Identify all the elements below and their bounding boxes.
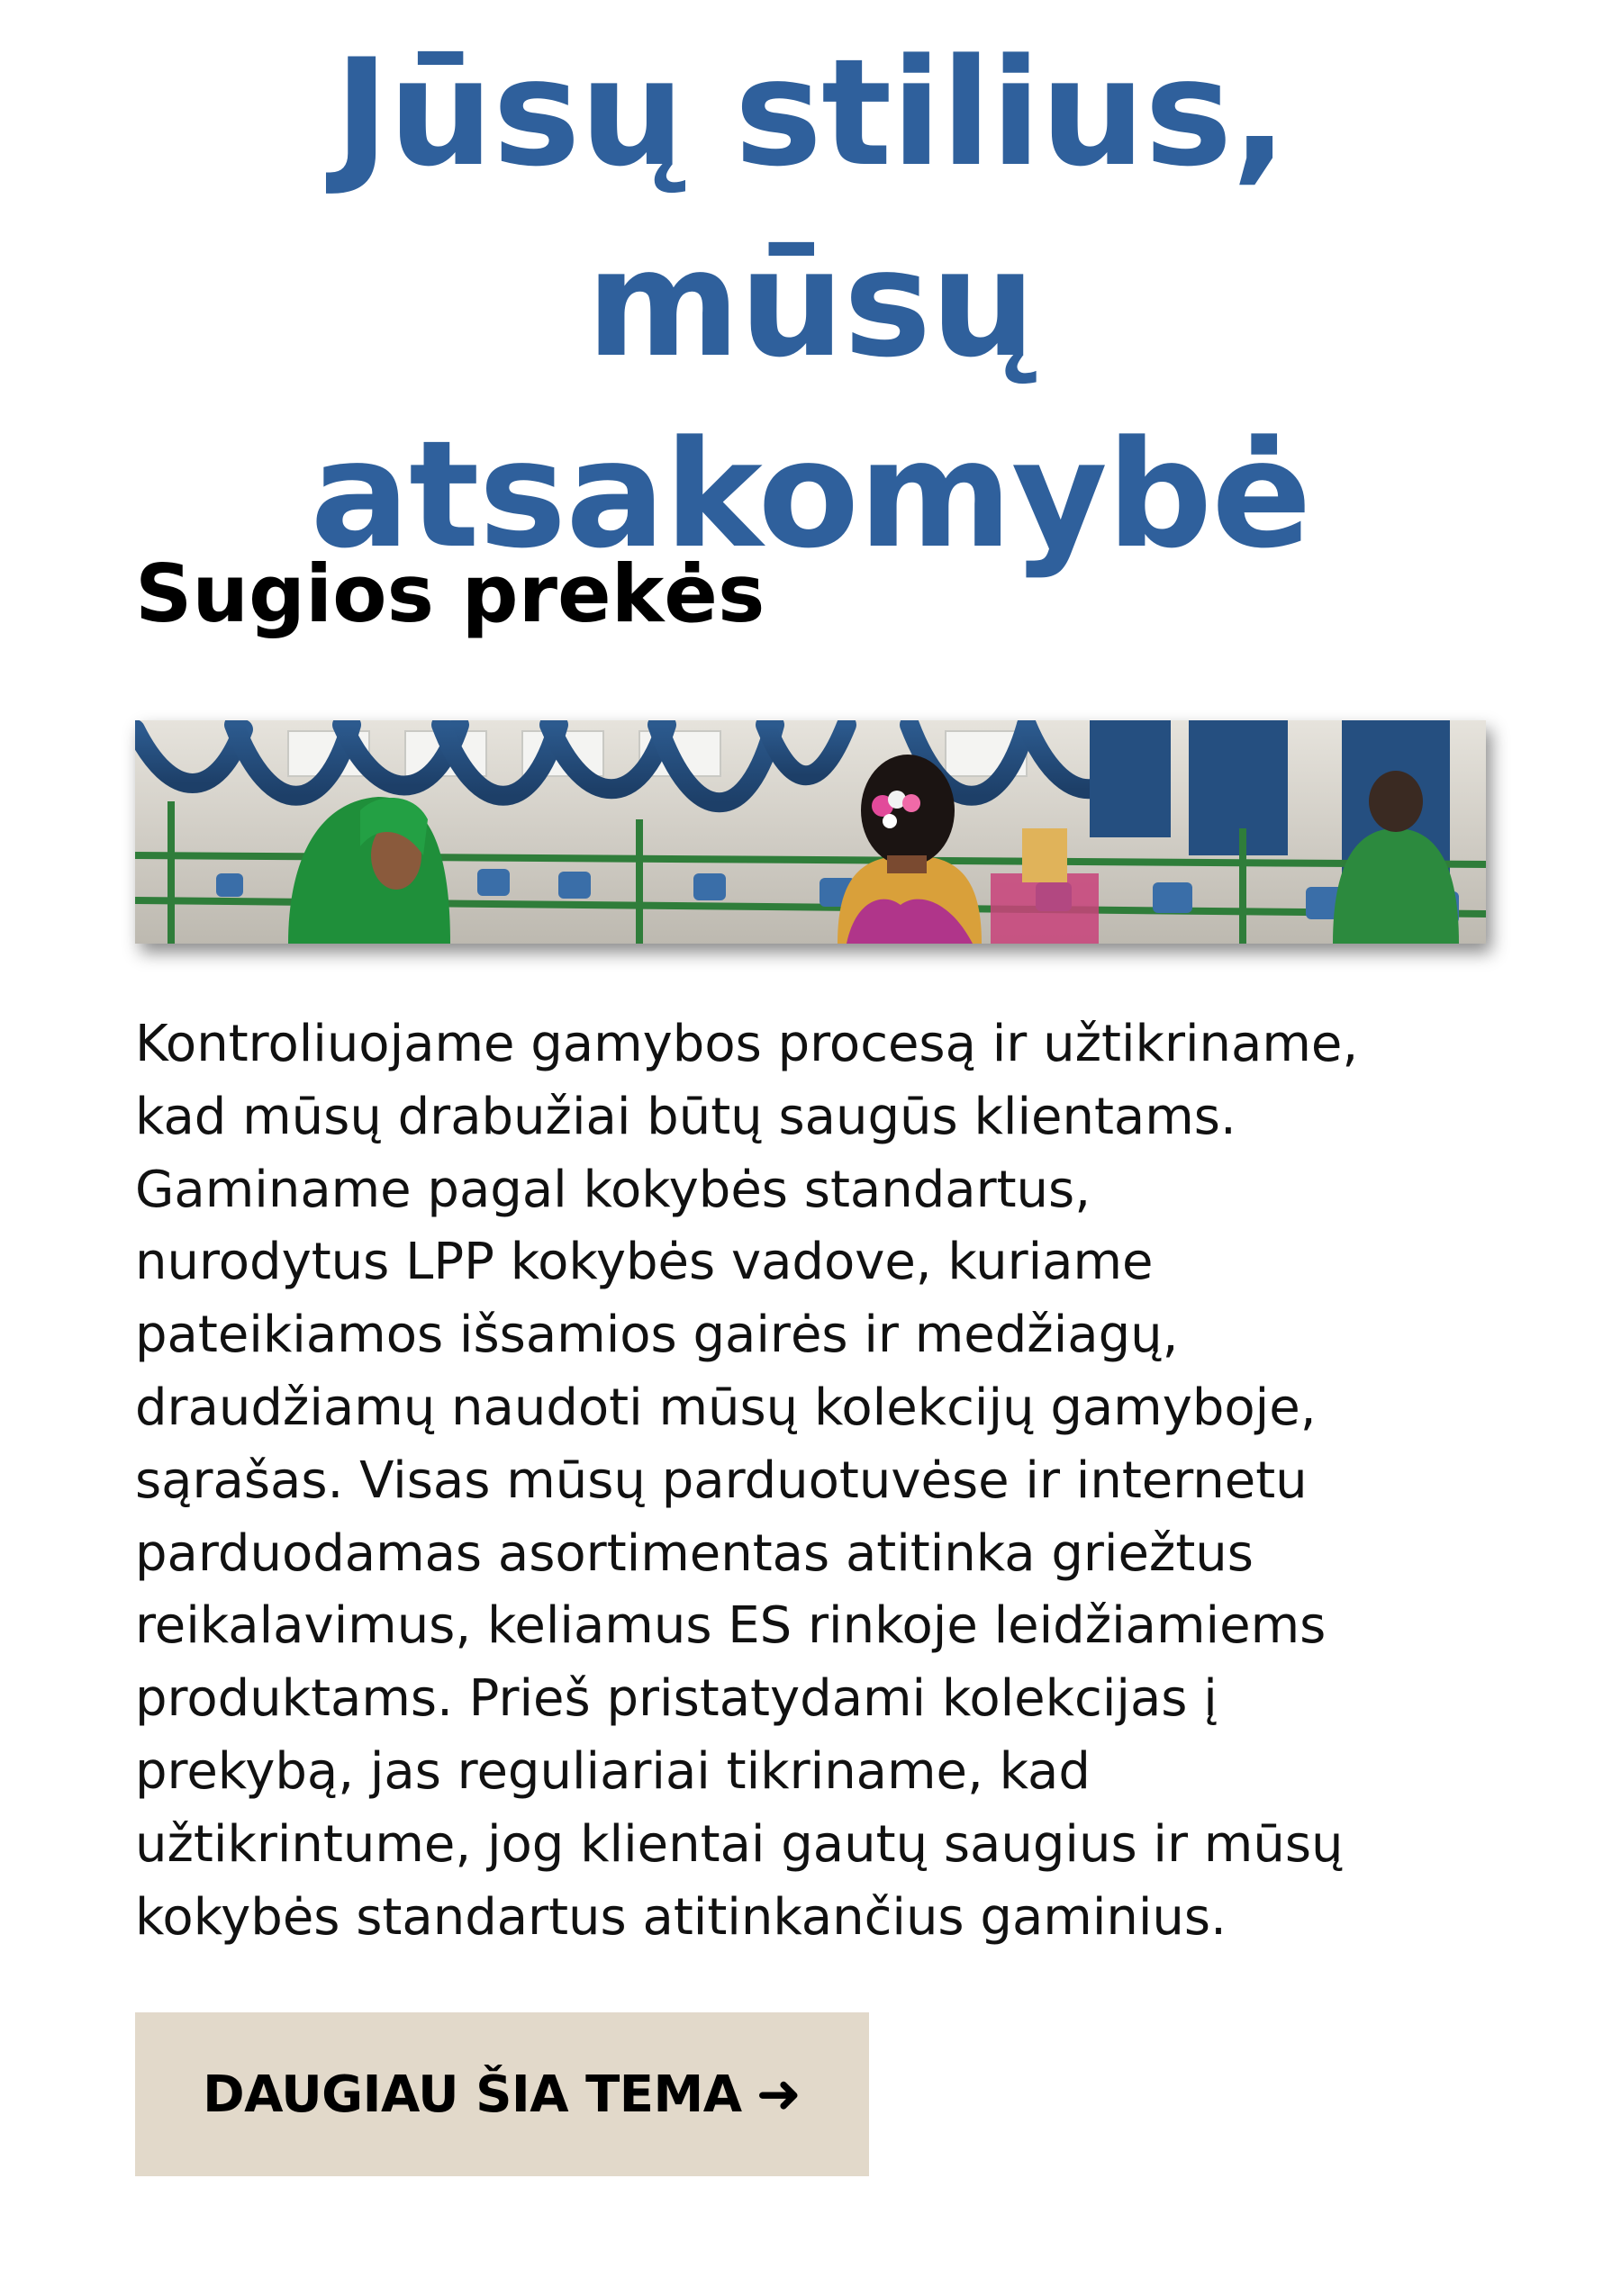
read-more-button[interactable] [135,2012,869,2176]
arrow-right-icon: ➜ [756,2063,801,2126]
factory-banner-image [135,720,1486,944]
section-body-text: Kontroliuojame gamybos procesą ir užtikriname, kad mūsų drabužiai būtų saugūs klientams. Gaminame pagal kokybės standartus, nurodytus LPP kokybės vadove, kuriame pateikiamos išsamios gairės ir medžiagų, draudžiamų naudoti mūsų kolekcijų gamyboje, sąrašas. Visas mūsų parduotuvėse ir internetu parduodamas asortimentas atitinka griežtus reikalavimus, keliamus ES rinkoje leidžiamiems produktams. Prieš pristatydami kolekcijas į prekybą, jas reguliariai tikriname, kad užtikrintume, jog klientai gautų saugius ir mūsų kokybės standartus atitinkančius gaminius. [135,1015,1359,1947]
read-more-label: DAUGIAU ŠIA TEMA [203,2065,742,2124]
factory-illustration [135,720,1486,944]
section-heading: Sugios prekės [135,547,765,640]
page-title: Jūsų stilius, mūsų atsakomybė [310,27,1311,581]
